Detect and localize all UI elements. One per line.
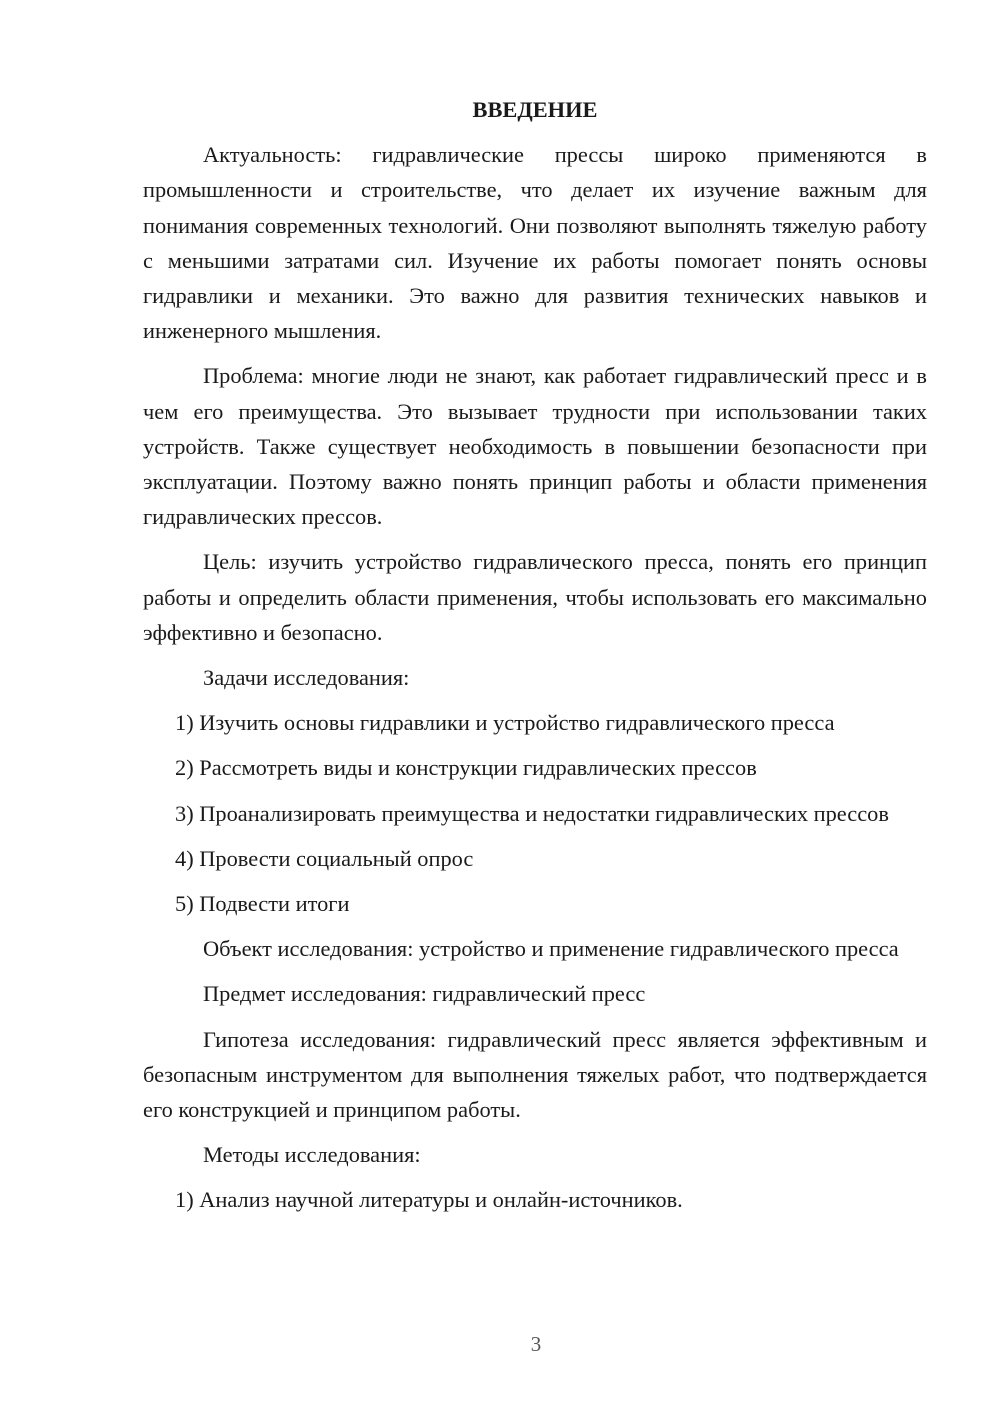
task-item-1: 1) Изучить основы гидравлики и устройство гидравлического пресса bbox=[175, 710, 835, 736]
page-content bbox=[143, 92, 927, 1228]
task-item-4: 4) Провести социальный опрос bbox=[175, 845, 474, 871]
task-item-3: 3) Проанализировать преимущества и недостатки гидравлических прессов bbox=[175, 800, 889, 826]
object-paragraph: Объект исследования: устройство и применение гидравлического пресса bbox=[203, 936, 899, 962]
tasks-heading: Задачи исследования: bbox=[203, 665, 410, 691]
subject-paragraph: Предмет исследования: гидравлический пресс bbox=[203, 981, 646, 1007]
goal-paragraph: Цель: изучить устройство гидравлического пресса, понять его принцип работы и определить области применения, чтобы использовать его максимально эффективно и безопасно. bbox=[143, 549, 927, 645]
relevance-paragraph: Актуальность: гидравлические прессы широко применяются в промышленности и строительстве, что делает их изучение важным для понимания современных технологий. Они позволяют выполнять тяжелую работу с меньшими затратами сил. Изучение их работы помогает понять основы гидравлики и механики. Это важно для развития технических навыков и инженерного мышления. bbox=[143, 142, 927, 344]
methods-heading: Методы исследования: bbox=[203, 1142, 421, 1168]
page-number: 3 bbox=[530, 1332, 542, 1356]
section-title: ВВЕДЕНИЕ bbox=[472, 97, 598, 122]
problem-paragraph: Проблема: многие люди не знают, как работает гидравлический пресс и в чем его преимущества. Это вызывает трудности при использовании таких устройств. Также существует необходимость в повышении безопасности при эксплуатации. Поэтому важно понять принцип работы и области применения гидравлических прессов. bbox=[143, 363, 927, 530]
task-item-2: 2) Рассмотреть виды и конструкции гидравлических прессов bbox=[175, 755, 757, 781]
method-item-1: 1) Анализ научной литературы и онлайн-источников. bbox=[175, 1187, 683, 1213]
task-item-5: 5) Подвести итоги bbox=[175, 891, 350, 917]
hypothesis-paragraph: Гипотеза исследования: гидравлический пресс является эффективным и безопасным инструментом для выполнения тяжелых работ, что подтверждается его конструкцией и принципом работы. bbox=[143, 1026, 927, 1123]
